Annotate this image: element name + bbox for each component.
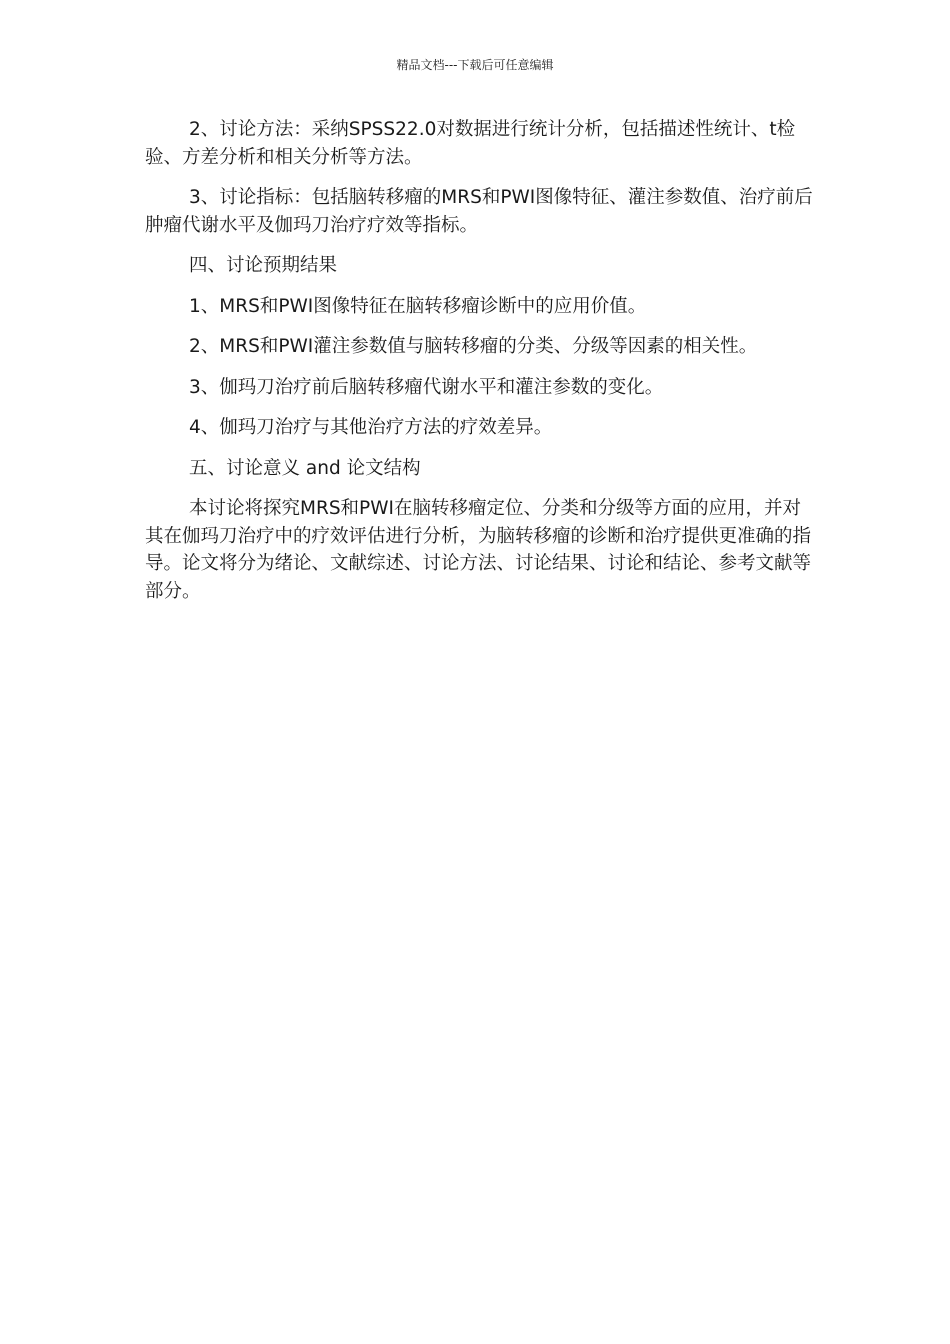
document-body xyxy=(145,116,815,618)
paragraph-methods: 2、讨论方法：采纳SPSS22.0对数据进行统计分析，包括描述性统计、t检验、方差分析和相关分析等方法。 xyxy=(145,119,796,168)
paragraph-indicators: 3、讨论指标：包括脑转移瘤的MRS和PWI图像特征、灌注参数值、治疗前后肿瘤代谢水平及伽玛刀治疗疗效等指标。 xyxy=(145,187,813,236)
paragraph-result-2: 2、MRS和PWI灌注参数值与脑转移瘤的分类、分级等因素的相关性。 xyxy=(189,336,758,357)
section-heading-significance: 五、讨论意义 and 论文结构 xyxy=(189,457,421,479)
page-header: 精品文档---下载后可任意编辑 xyxy=(396,58,554,72)
paragraph-significance: 本讨论将探究MRS和PWI在脑转移瘤定位、分类和分级等方面的应用，并对其在伽玛刀治疗中的疗效评估进行分析，为脑转移瘤的诊断和治疗提供更准确的指导。论文将分为绪论、文献综述、讨论方法、讨论结果、讨论和结论、参考文献等部分。 xyxy=(145,498,812,602)
paragraph-result-1: 1、MRS和PWI图像特征在脑转移瘤诊断中的应用价值。 xyxy=(189,295,647,317)
paragraph-result-4: 4、伽玛刀治疗与其他治疗方法的疗效差异。 xyxy=(189,417,553,438)
section-heading-expected-results: 四、讨论预期结果 xyxy=(189,255,338,276)
paragraph-result-3: 3、伽玛刀治疗前后脑转移瘤代谢水平和灌注参数的变化。 xyxy=(189,376,664,398)
